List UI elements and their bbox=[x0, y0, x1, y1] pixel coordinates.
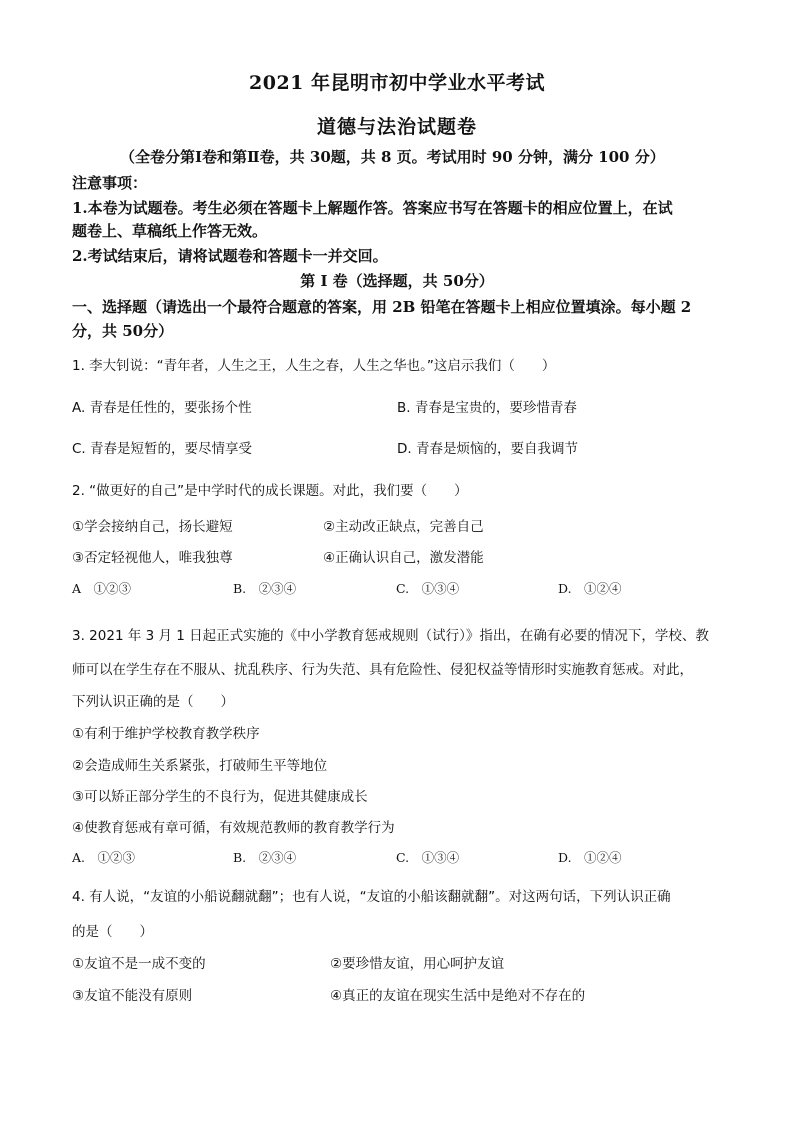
q3-statement-1: ①有利于维护学校教育教学秩序 bbox=[72, 726, 260, 742]
q2-option-b: B. ②③④ bbox=[233, 581, 297, 596]
q2-statement-4: ④正确认识自己，激发潜能 bbox=[323, 550, 484, 566]
note-2: 2.考试结束后，请将试题卷和答题卡一并交回。 bbox=[72, 247, 388, 265]
q1-option-b: B. 青春是宝贵的，要珍惜青春 bbox=[397, 400, 577, 416]
notes-heading: 注意事项： bbox=[72, 174, 148, 192]
q3-option-d: D. ①②④ bbox=[558, 850, 622, 865]
q2-statement-3: ③否定轻视他人，唯我独尊 bbox=[72, 550, 233, 566]
q3-statement-2: ②会造成师生关系紧张，打破师生平等地位 bbox=[72, 758, 328, 774]
q3-stem-line-3: 下列认识正确的是（ ） bbox=[72, 694, 234, 710]
q4-stem-line-2: 的是（ ） bbox=[72, 924, 153, 940]
part-1-instructions-line-2: 分，共 50分） bbox=[72, 322, 174, 340]
q4-statement-2: ②要珍惜友谊，用心呵护友谊 bbox=[330, 956, 505, 972]
q2-stem: 2. “做更好的自己”是中学时代的成长课题。对此，我们要（ ） bbox=[72, 483, 468, 499]
q1-option-a: A. 青春是任性的，要张扬个性 bbox=[72, 400, 252, 416]
q1-option-d: D. 青春是烦恼的，要自我调节 bbox=[397, 441, 578, 457]
q4-stem-line-1: 4. 有人说，“友谊的小船说翻就翻”；也有人说，“友谊的小船该翻就翻”。对这两句话，下列认识正确 bbox=[72, 889, 671, 905]
q2-option-c: C. ①③④ bbox=[396, 581, 460, 596]
q4-statement-1: ①友谊不是一成不变的 bbox=[72, 956, 206, 972]
exam-title: 2021 年昆明市初中学业水平考试 bbox=[249, 72, 545, 94]
q4-statement-3: ③友谊不能没有原则 bbox=[72, 988, 193, 1004]
part-1-instructions-line-1: 一、选择题（请选出一个最符合题意的答案，用 2B 铅笔在答题卡上相应位置填涂。每小题 2 bbox=[72, 298, 692, 316]
q3-option-a: A. ①②③ bbox=[72, 850, 136, 865]
q2-statement-2: ②主动改正缺点，完善自己 bbox=[323, 519, 484, 535]
q3-option-c: C. ①③④ bbox=[396, 850, 460, 865]
q2-statement-1: ①学会接纳自己，扬长避短 bbox=[72, 519, 233, 535]
q4-statement-4: ④真正的友谊在现实生活中是绝对不存在的 bbox=[330, 988, 586, 1004]
q3-statement-3: ③可以矫正部分学生的不良行为，促进其健康成长 bbox=[72, 789, 368, 805]
note-1-line-1: 1.本卷为试题卷。考生必须在答题卡上解题作答。答案应书写在答题卡的相应位置上，在试 bbox=[72, 199, 673, 217]
note-1-line-2: 题卷上、草稿纸上作答无效。 bbox=[72, 222, 268, 240]
q2-option-d: D. ①②④ bbox=[558, 581, 622, 596]
subject-title: 道德与法治试题卷 bbox=[316, 116, 477, 138]
q3-statement-4: ④使教育惩戒有章可循，有效规范教师的教育教学行为 bbox=[72, 820, 395, 836]
q3-stem-line-2: 师可以在学生存在不服从、扰乱秩序、行为失范、具有危险性、侵犯权益等情形时实施教育惩戒。对此， bbox=[72, 662, 693, 678]
part-1-title: 第 I 卷（选择题，共 50分） bbox=[300, 272, 494, 290]
q1-stem: 1. 李大钊说：“青年者，人生之王，人生之春，人生之华也。”这启示我们（ ） bbox=[72, 358, 556, 374]
exam-info: （全卷分第Ⅰ卷和第Ⅱ卷，共 30题，共 8 页。考试用时 90 分钟，满分 100 分） bbox=[120, 148, 665, 166]
q3-option-b: B. ②③④ bbox=[233, 850, 297, 865]
q3-stem-line-1: 3. 2021 年 3 月 1 日起正式实施的《中小学教育惩戒规则（试行）》指出，在确有必要的情况下，学校、教 bbox=[72, 628, 709, 644]
q1-option-c: C. 青春是短暂的，要尽情享受 bbox=[72, 441, 253, 457]
q2-option-a: A ①②③ bbox=[72, 581, 132, 596]
